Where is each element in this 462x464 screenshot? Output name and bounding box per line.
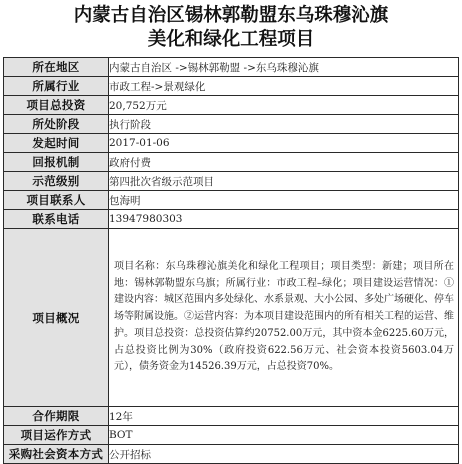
label-stage: 所处阶段	[4, 115, 109, 134]
row-stage	[4, 115, 459, 134]
value-overview: 项目名称：东乌珠穆沁旗美化和绿化工程项目；项目类型：新建；项目所在地：锡林郭勒盟东乌旗；所属行业：市政工程–绿化；项目建设运营情况：①建设内容：城区范围内多处绿化、水系景观、大小公园、多处广场硬化、停车场等附属设施。②运营内容：为本项目建设范围内的所有相关工程的运营、维护。项目总投资：总投资估算约20752.00万元，其中资本金6225.60万元，占总投资比例为30%（政府投资622.56万元、社会资本投资5603.04万元），债务资金为14526.39万元，占总投资70%。	[109, 229, 459, 407]
title-line-2: 美化和绿化工程项目	[147, 29, 315, 50]
label-overview: 项目概况	[4, 229, 109, 407]
label-contact-person: 项目联系人	[4, 191, 109, 210]
value-total-investment: 20,752万元	[109, 96, 459, 115]
row-phone	[4, 210, 459, 229]
value-operation-mode: BOT	[109, 426, 459, 445]
value-cooperation-term: 12年	[109, 407, 459, 426]
row-contact-person	[4, 191, 459, 210]
label-total-investment: 项目总投资	[4, 96, 109, 115]
value-contact-person: 包海明	[109, 191, 459, 210]
value-stage: 执行阶段	[109, 115, 459, 134]
row-overview	[4, 229, 459, 407]
title-line-1: 内蒙古自治区锡林郭勒盟东乌珠穆沁旗	[73, 5, 389, 26]
project-info-table	[3, 57, 459, 464]
row-total-investment	[4, 96, 459, 115]
row-start-date	[4, 134, 459, 153]
label-start-date: 发起时间	[4, 134, 109, 153]
row-procurement-method	[4, 445, 459, 464]
value-procurement-method: 公开招标	[109, 445, 459, 464]
page-title	[0, 0, 462, 56]
row-return-mechanism	[4, 153, 459, 172]
value-industry: 市政工程->景观绿化	[109, 77, 459, 96]
label-cooperation-term: 合作期限	[4, 407, 109, 426]
value-phone: 13947980303	[109, 210, 459, 229]
value-demo-level: 第四批次省级示范项目	[109, 172, 459, 191]
row-region	[4, 58, 459, 77]
label-procurement-method: 采购社会资本方式	[4, 445, 109, 464]
row-operation-mode	[4, 426, 459, 445]
value-return-mechanism: 政府付费	[109, 153, 459, 172]
label-operation-mode: 项目运作方式	[4, 426, 109, 445]
row-demo-level	[4, 172, 459, 191]
value-region: 内蒙古自治区 ->锡林郭勒盟 ->东乌珠穆沁旗	[109, 58, 459, 77]
label-industry: 所属行业	[4, 77, 109, 96]
value-start-date: 2017-01-06	[109, 134, 459, 153]
row-industry	[4, 77, 459, 96]
row-cooperation-term	[4, 407, 459, 426]
label-demo-level: 示范级别	[4, 172, 109, 191]
label-region: 所在地区	[4, 58, 109, 77]
label-return-mechanism: 回报机制	[4, 153, 109, 172]
label-phone: 联系电话	[4, 210, 109, 229]
